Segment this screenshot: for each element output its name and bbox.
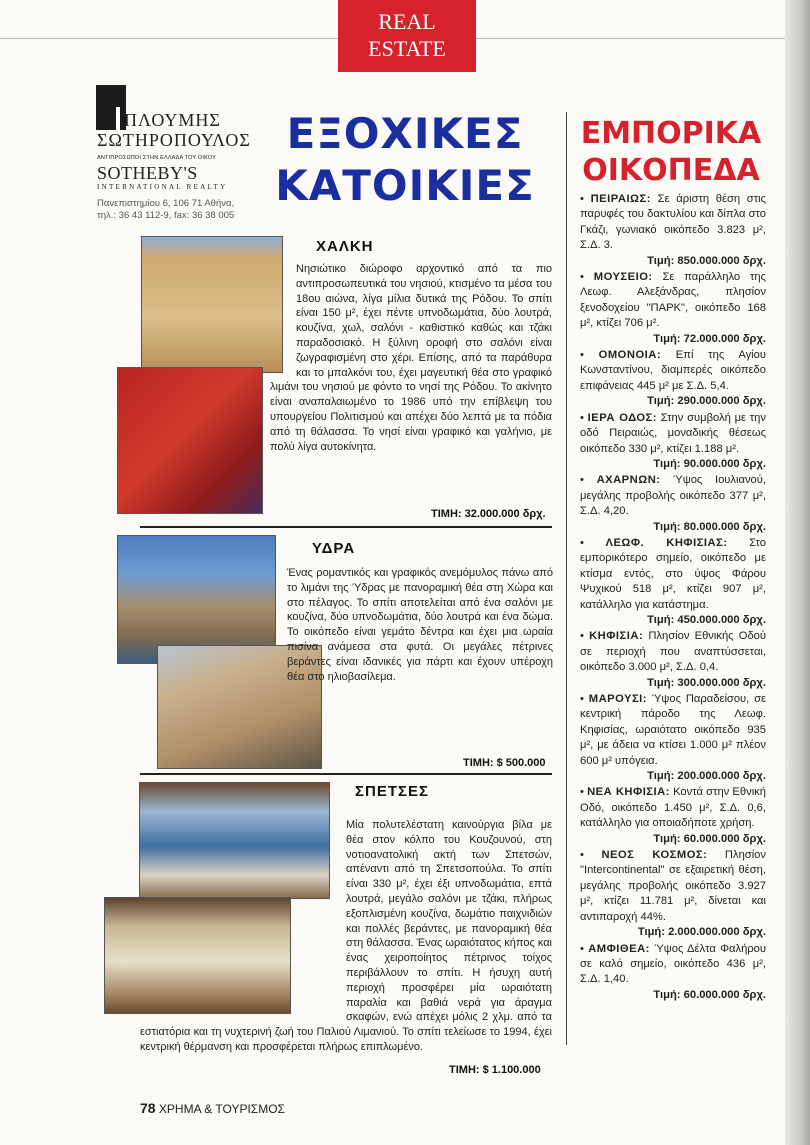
page-number: 78 [140, 1100, 156, 1116]
listing-price: Τιμή: 90.000.000 δρχ. [653, 457, 766, 470]
listing-text: Κοντά στην Εθνική Οδό, οικόπεδο 1.450 μ², Σ.Δ. 0,6, κατάλληλο για οποιαδήποτε χρήση. [580, 786, 766, 830]
listing-name: ΚΗΦΙΣΙΑ: [589, 630, 644, 643]
listing-item [580, 785, 766, 831]
title-line-1: ΕΞΟΧΙΚΕΣ [286, 109, 524, 158]
listing-text: Πλησίον "Intercontinental" σε εξαιρετική θέση, μεγάλης προβολής οικόπεδο 3.927 μ², κτίζει 11.781 μ², δίνεται και αντιπαροχή 44%. [580, 849, 766, 923]
listing-price: Τιμή: 300.000.000 δρχ. [647, 676, 766, 689]
title-line-2: ΚΑΤΟΙΚΙΕΣ [275, 161, 535, 210]
page-footer [140, 1100, 285, 1116]
section-text-hydra [287, 566, 553, 684]
listing-item [580, 692, 766, 769]
listing-price: Τιμή: 80.000.000 δρχ. [653, 520, 766, 533]
listing-text: Σε παράλληλο της Λεωφ. Αλεξάνδρας, πλησίον ξενοδοχείου "ΠΑΡΚ", οικόπεδο 168 μ², κτίζει 706 μ². [580, 271, 766, 330]
halki-interior-photo [117, 367, 263, 514]
listing-price: Τιμή: 60.000.000 δρχ. [653, 832, 766, 845]
hydra-text: Ένας ρομαντικός και γραφικός ανεμόμυλος πάνω από το λιμάνι της Ύδρας με πανοραμική θέα στη Χώρα και στο πέλαγος. Το σπίτι αποτελείται από ένα σαλόνι με κουζίνα, δύο υπνοδωμάτια, δύο λουτρά και ένα δώμα. Το οικόπεδο είναι γεμάτο δέντρα και έχει μια ωραία πισίνα ανάμεσα στα φυτά. Οι μεγάλες πέτρινες βεράντες είναι ιδανικές για πάρτι και έχουν υπέροχη θέα στο ηλιοβασίλεμα. [287, 567, 553, 683]
listing-text: Ύψος Δέλτα Φαλήρου σε καλό σημείο, οικόπεδο 436 μ², Σ.Δ. 1,40. [580, 942, 767, 986]
bullet-icon: • [580, 193, 591, 205]
halki-exterior-photo [141, 236, 283, 373]
listing-text: Ύψος Ιουλιανού, μεγάλης προβολής οικόπεδο 377 μ², Σ.Δ. 4,20. [580, 474, 766, 518]
bullet-icon: • [580, 693, 589, 705]
listing-name: ΟΜΟΝΟΙΑ: [598, 349, 662, 362]
listing-price: Τιμή: 290.000.000 δρχ. [647, 395, 766, 408]
price-spetses: ΤΙΜΗ: $ 1.100.000 [449, 1064, 541, 1076]
section-separator [140, 526, 552, 528]
listing-item [580, 536, 766, 613]
bullet-icon: • [580, 411, 588, 424]
listing-price: Τιμή: 60.000.000 δρχ. [653, 988, 766, 1001]
address-line-1: Πανεπιστημίου 6, 106 71 Αθήνα, [97, 198, 235, 209]
address-block [97, 198, 234, 222]
section-title-halki: ΧΑΛΚΗ [316, 238, 374, 255]
page-edge [785, 0, 810, 1145]
bullet-icon: • [580, 942, 589, 955]
listing-name: ΑΧΑΡΝΩΝ: [596, 474, 661, 487]
listing-name: ΝΕΑ ΚΗΦΙΣΙΑ: [587, 786, 670, 799]
price-hydra: ΤΙΜΗ: $ 500.000 [463, 757, 546, 769]
listing-name: ΛΕΩΦ. ΚΗΦΙΣΙΑΣ: [605, 536, 728, 549]
listing-item [580, 629, 766, 675]
listing-name: ΙΕΡΑ ΟΔΟΣ: [587, 411, 657, 424]
listing-text: Πλησίον Εθνικής Οδού σε περιοχή που αναπτύσσεται, οικόπεδο 3.000 μ², Σ.Δ. 0,4. [580, 630, 767, 674]
page-title [270, 108, 540, 212]
listing-price: Τιμή: 2.000.000.000 δρχ. [637, 926, 766, 939]
listing-name: ΠΕΙΡΑΙΩΣ: [590, 193, 651, 205]
section-title-spetses: ΣΠΕΤΣΕΣ [355, 783, 430, 800]
listings-column [580, 192, 766, 1004]
listing-item [580, 848, 766, 925]
logo-line-2: ΣΩΤΗΡΟΠΟΥΛΟΣ [97, 130, 251, 150]
listing-price: Τιμή: 850.000.000 δρχ. [647, 254, 766, 267]
listing-name: ΝΕΟΣ ΚΟΣΜΟΣ: [601, 849, 708, 862]
section-separator [140, 773, 552, 775]
magazine-name: ΧΡΗΜΑ & ΤΟΥΡΙΣΜΟΣ [158, 1102, 285, 1116]
logo-tagline: ΑΝΤΙΠΡΟΣΩΠΟΙ ΣΤΗΝ ΕΛΛΑΔΑ ΤΟΥ ΟΙΚΟΥ [97, 155, 216, 161]
spetses-text: Μία πολυτελέστατη καινούργια βίλα με θέα στον κόλπο του Κουζουνού, στη νοτιοανατολική ακτή των Σπετσών, απέναντι από τη Σπετσοπούλα. Το σπίτι είναι 330 μ², έχει έξι υπνοδωμάτια, επτά λουτρά, μεγάλο σαλόνι με τζάκι, πλήρως εξοπλισμένη κουζίνα, δωμάτιο παιχνιδιών και πολλές βεράντες, με πανοραμική θέα στη θάλασσα. Ένας ωραιότατος κήπος και ένας χειροποίητος πέτρινος τοίχος περιβάλλουν το σπίτι. Η ήσυχη αυτή περιοχή προσφέρει μία ωραιότατη παραλία και βαθιά νερά για άραγμα σκαφών, ενώ απέχει μόλις 2 χλμ. από τα εστιατόρια και τη νυχτερινή ζωή του Παλιού Λιμανιού. Το σπίτι τελείωσε το 1994, έχει κεντρική θέρμανση και προσφέρεται πλήρως επιπλωμένο. [140, 819, 552, 1053]
bullet-icon: • [580, 349, 599, 362]
listing-text: Ύψος Παραδείσου, σε κεντρική πάροδο της Λεωφ. Κηφισίας, ωραιότατο οικόπεδο 935 μ², με άδεια να κτίσει 1.000 μ² πλέον 600 μ² υπόγεια. [580, 693, 767, 767]
listing-item [580, 411, 766, 457]
logo-icon [96, 85, 126, 130]
listing-text: Στο εμπορικότερο σημείο, οικόπεδο με κτίσμα εντός, στο ύψος Φάρου Ψυχικού 518 μ², κτίζει 907 μ², κατάλληλο για κατάστημα. [580, 536, 766, 611]
bullet-icon: • [580, 630, 590, 643]
logo-line-1: ΠΛΟΥΜΗΣ [124, 110, 221, 130]
right-title-line-1: ΕΜΠΟΡΙΚΑ [580, 116, 762, 151]
listing-item [580, 348, 766, 394]
section-text-halki [270, 262, 552, 454]
bullet-icon: • [580, 786, 588, 799]
listing-item [580, 942, 766, 988]
tab-line-2: ESTATE [368, 36, 446, 61]
listing-price: Τιμή: 450.000.000 δρχ. [647, 613, 766, 626]
listing-text: Σε άριστη θέση στις παρυφές του δακτυλίου και δίπλα στο Γκάζι, γωνιακό οικόπεδο 3.823 μ², Σ.Δ. 3. [580, 193, 766, 252]
right-title-line-2: ΟΙΚΟΠΕΔΑ [582, 153, 760, 188]
bullet-icon: • [580, 849, 602, 862]
address-line-2: τηλ.: 36 43 112-9, fax: 36 38 005 [97, 210, 235, 221]
listing-price: Τιμή: 200.000.000 δρχ. [647, 770, 766, 783]
right-column-title [578, 115, 764, 189]
section-tab [338, 0, 476, 72]
listing-name: ΜΟΥΣΕΙΟ: [593, 271, 653, 284]
bullet-icon: • [580, 536, 606, 549]
logo-brand: SOTHEBY'S [97, 163, 198, 183]
listing-item [580, 192, 766, 254]
listing-name: ΜΑΡΟΥΣΙ: [588, 693, 648, 705]
listing-text: Επί της Αγίου Κωνσταντίνου, διαμπερές οικόπεδο επιφάνειας 445 μ² με Σ.Δ. 5,4. [580, 349, 767, 392]
halki-text: Νησιώτικο διώροφο αρχοντικό από τα πιο αντιπροσωπευτικά του νησιού, κτισμένο τα μέσα του 18ου αιώνα, λίγα μίλια δυτικά της Ρόδου. Το σπίτι είναι 150 μ², έχει πέντε υπνοδωμάτια, δύο λουτρά, κουζίνα, χωλ, σαλόνι - καθιστικό καθώς και τζάκι παραδοσιακό. Η ξύλινη οροφή στο σαλόνι είναι ζωγραφισμένη στο χέρι. Επίσης, από τα παράθυρα και το μπαλκόνι του, έχει μαγευτική θέα στο γραφικό λιμάνι του νησιού με φόντο το νησί της Ρόδου. Το ακίνητο είναι αναπαλαιωμένο το 1986 υπό την επίβλεψη του υπουργείου Πολιτισμού και απέχει δύο λεπτά με τα πόδια από τη θάλασσα. Το νησί είναι γραφικό και γαλήνιο, με πολύ λίγα αυτοκίνητα. [270, 263, 552, 453]
listing-item [580, 270, 766, 332]
column-divider [566, 112, 567, 1045]
section-title-hydra: ΥΔΡΑ [312, 540, 356, 557]
section-text-spetses [140, 818, 552, 1055]
listing-item [580, 473, 766, 519]
listing-price: Τιμή: 72.000.000 δρχ. [653, 332, 766, 345]
listing-name: ΑΜΦΙΘΕΑ: [588, 942, 650, 955]
tab-line-1: REAL [378, 9, 436, 34]
bullet-icon: • [580, 474, 597, 487]
price-halki: ΤΙΜΗ: 32.000.000 δρχ. [431, 508, 546, 520]
bullet-icon: • [580, 271, 594, 284]
logo-subbrand: INTERNATIONAL REALTY [97, 183, 228, 191]
listing-text: Στην συμβολή με την οδό Πειραιώς, μοναδικής θέσεως οικόπεδο 330 μ², κτίζει 1.188 μ². [580, 411, 766, 455]
